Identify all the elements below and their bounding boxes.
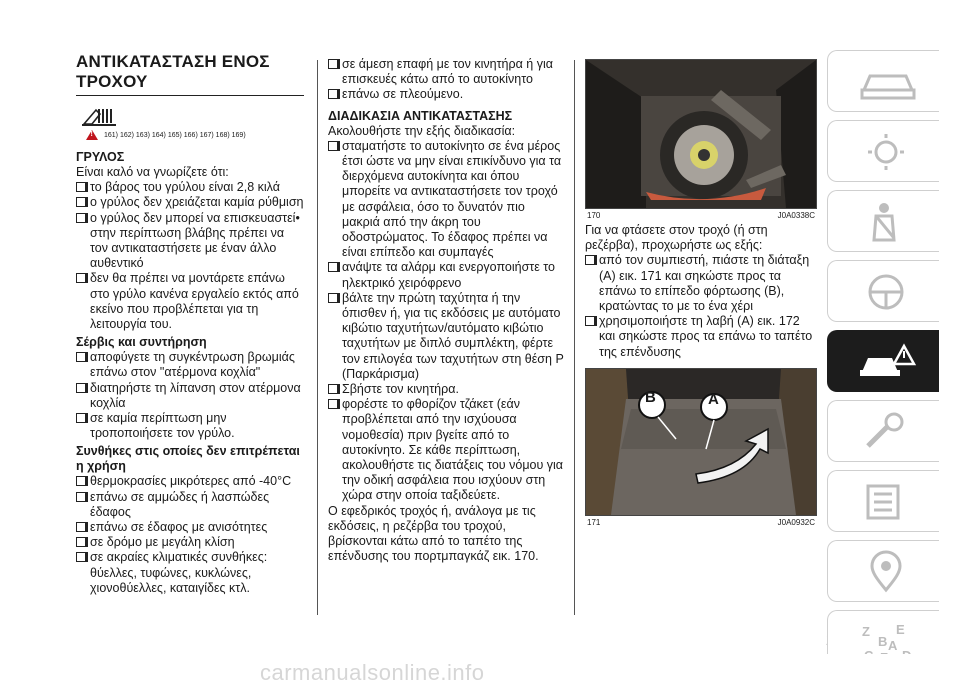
list-item: διατηρήστε τη λίπανση στον ατέρμονα κοχλία [76, 381, 304, 411]
bullet-box-icon [328, 384, 338, 394]
service-list [76, 350, 304, 441]
access-intro: Για να φτάσετε στον τροχό (ή στη ρεζέρβα), προχωρήστε ως εξής: [585, 223, 768, 253]
list-item: σε καμία περίπτωση μην τροποποιήσετε τον γρύλο. [76, 411, 304, 441]
bullet-box-icon [328, 59, 338, 69]
bullet-box-icon [76, 182, 86, 192]
procedure-list [328, 139, 566, 504]
spare-wheel-illustration [586, 60, 816, 208]
bullet-box-icon [585, 316, 595, 326]
list-item: χρησιμοποιήστε τη λαβή (A) εικ. 172 και σηκώστε προς τα επάνω το ταπέτο της επένδυσης [585, 314, 817, 360]
bullet-box-icon [328, 293, 338, 303]
label-a: A [708, 390, 719, 408]
title-rule [76, 95, 304, 96]
list-item: Σβήστε τον κινητήρα. [328, 382, 566, 397]
index-letter: B [878, 634, 888, 649]
bullet-box-icon [76, 352, 86, 362]
bullet-box-icon [328, 399, 338, 409]
tab-multimedia[interactable] [827, 540, 939, 602]
list-item: επάνω σε αμμώδες ή λασπώδες έδαφος [76, 490, 304, 520]
multimedia-icon [858, 550, 918, 594]
bullet-box-icon [328, 89, 338, 99]
tab-driving[interactable] [827, 260, 939, 322]
steering-wheel-icon [858, 270, 918, 314]
tab-dashboard[interactable] [827, 50, 939, 112]
warning-triangle-icon: ! [86, 130, 98, 140]
figure-171-caption: 171 J0A0932C [587, 517, 815, 527]
column-jack [76, 52, 304, 596]
column-access [585, 59, 817, 527]
page-title: ΑΝΤΙΚΑΤΑΣΤΑΣΗ ΕΝΟΣ ΤΡΟΧΟΥ [76, 52, 270, 91]
tab-warning-lights[interactable] [827, 120, 939, 182]
bullet-box-icon [76, 552, 86, 562]
jack-intro: Είναι καλό να γνωρίζετε ότι: [76, 165, 229, 179]
index-letter: E [896, 622, 905, 637]
heading-procedure: ΔΙΑΔΙΚΑΣΙΑ ΑΝΤΙΚΑΤΑΣΤΑΣΗΣ [328, 108, 513, 123]
figure-170-caption: 170 J0A0338C [587, 211, 815, 220]
list-item: σε δρόμο με μεγάλη κλίση [76, 535, 304, 550]
bullet-box-icon [76, 273, 86, 283]
bullet-box-icon [76, 413, 86, 423]
warning-references: ! 161) 162) 163) 164) 165) 166) 167) 168) 169) [86, 130, 304, 140]
list-item: επάνω σε πλεούμενο. [328, 87, 566, 102]
index-letter: A [888, 638, 898, 653]
list-item: από τον συμπιεστή, πιάστε τη διάταξη (A) εικ. 171 και σηκώστε προς τα επάνω το επίπεδο φόρτωσης (B), κρατώντας το με το ένα χέρι [585, 253, 817, 314]
trunk-floor-illustration [586, 369, 816, 515]
figure-171-trunk-photo [585, 368, 817, 516]
column-divider [574, 60, 575, 615]
tab-emergency[interactable] [827, 330, 939, 392]
heading-conditions: Συνθήκες στις οποίες δεν επιτρέπεται η χρήση [76, 444, 300, 474]
bullet-box-icon [328, 141, 338, 151]
bullet-box-icon [76, 476, 86, 486]
seat-belt-icon [858, 200, 918, 244]
heading-jack: ΓΡΥΛΟΣ [76, 150, 125, 164]
procedure-intro: Ακολουθήστε την εξής διαδικασία: [328, 123, 516, 138]
warning-lights-icon [858, 130, 918, 174]
emergency-car-icon [858, 340, 918, 384]
list-item: σταματήστε το αυτοκίνητο σε ένα μέρος έτσι ώστε να μην είναι επικίνδυνο για τα διερχόμενα αυτοκίνητα και όπου μπορείτε να αντικαταστήσετε τον τροχό με ασφάλεια, όσο το δυνατόν πιο μακριά από την άκρη του οδοστρώματος. Το έδαφος πρέπει να είναι επίπεδο και συμπαγές [328, 139, 566, 261]
bullet-box-icon [76, 522, 86, 532]
index-letter: Z [862, 624, 870, 639]
column-procedure [328, 57, 566, 565]
car-dashboard-icon [858, 60, 918, 104]
bullet-box-icon [76, 383, 86, 393]
jack-symbol-icon [82, 104, 304, 130]
heading-service: Σέρβις και συντήρηση [76, 335, 207, 350]
bullet-box-icon [76, 197, 86, 207]
column-divider [317, 60, 318, 615]
jack-facts-list [76, 180, 304, 332]
access-list [585, 253, 817, 359]
conditions-list-continued [328, 57, 566, 103]
service-wrench-icon [858, 410, 918, 454]
list-item: βάλτε την πρώτη ταχύτητα ή την όπισθεν ή, για τις εκδόσεις με αυτόματο κιβώτιο ταχυτήτων/αυτόματο κιβώτιο ταχυτήτων με διπλό συμπλέκτη, φέρτε τον επιλογέα των ταχυτήτων στη θέση P (Παρκάρισμα) [328, 291, 566, 382]
figure-170-spare-wheel-photo [585, 59, 817, 209]
technical-data-icon [858, 480, 918, 524]
label-b: B [645, 388, 656, 406]
bullet-box-icon [76, 492, 86, 502]
conditions-list [76, 474, 304, 596]
bullet-box-icon [585, 255, 595, 265]
list-item: ανάψτε τα αλάρμ και ενεργοποιήστε το ηλεκτρικό χειρόφρενο [328, 260, 566, 290]
watermark: carmanualsonline.info [260, 660, 485, 683]
list-item: θερμοκρασίες μικρότερες από -40°C [76, 474, 304, 489]
spare-wheel-note: Ο εφεδρικός τροχός ή, ανάλογα με τις εκδόσεις, η ρεζέρβα του τροχού, βρίσκονται κάτω από το ταπέτο της επένδυσης του πορτμπαγκάζ εικ. 170. [328, 503, 539, 564]
list-item: φορέστε το φθορίζον τζάκετ (εάν προβλέπεται από την ισχύουσα νομοθεσία) πριν βγείτε από το αυτοκίνητο. Σε κάθε περίπτωση, ακολουθήστε τις διατάξεις του νόμου για την οδική ασφάλεια που ισχύουν στη χώρα στην οποία ταξιδεύετε. [328, 397, 566, 503]
bullet-box-icon [328, 262, 338, 272]
list-item: ο γρύλος δεν χρειάζεται καμία ρύθμιση [76, 195, 304, 210]
list-item: επάνω σε έδαφος με ανισότητες [76, 520, 304, 535]
tab-service[interactable] [827, 400, 939, 462]
tab-technical-data[interactable] [827, 470, 939, 532]
list-item: σε ακραίες κλιματικές συνθήκες: θύελλες, τυφώνες, κυκλώνες, χιονοθύελλες, καταιγίδες κτλ. [76, 550, 304, 596]
list-item: δεν θα πρέπει να μοντάρετε επάνω στο γρύλο κανένα εργαλείο εκτός από εκείνο που προβλέπεται για τη λειτουργία του. [76, 271, 304, 332]
bullet-box-icon [76, 213, 86, 223]
list-item: το βάρος του γρύλου είναι 2,8 κιλά [76, 180, 304, 195]
bullet-box-icon [76, 537, 86, 547]
tab-safety[interactable] [827, 190, 939, 252]
list-item: αποφύγετε τη συγκέντρωση βρωμιάς επάνω στον "ατέρμονα κοχλία" [76, 350, 304, 380]
list-item: ο γρύλος δεν μπορεί να επισκευαστεί• στην περίπτωση βλάβης πρέπει να τον αντικαταστήσετε με έναν άλλο αυθεντικό [76, 211, 304, 272]
list-item: σε άμεση επαφή με τον κινητήρα ή για επισκευές κάτω από το αυτοκίνητο [328, 57, 566, 87]
